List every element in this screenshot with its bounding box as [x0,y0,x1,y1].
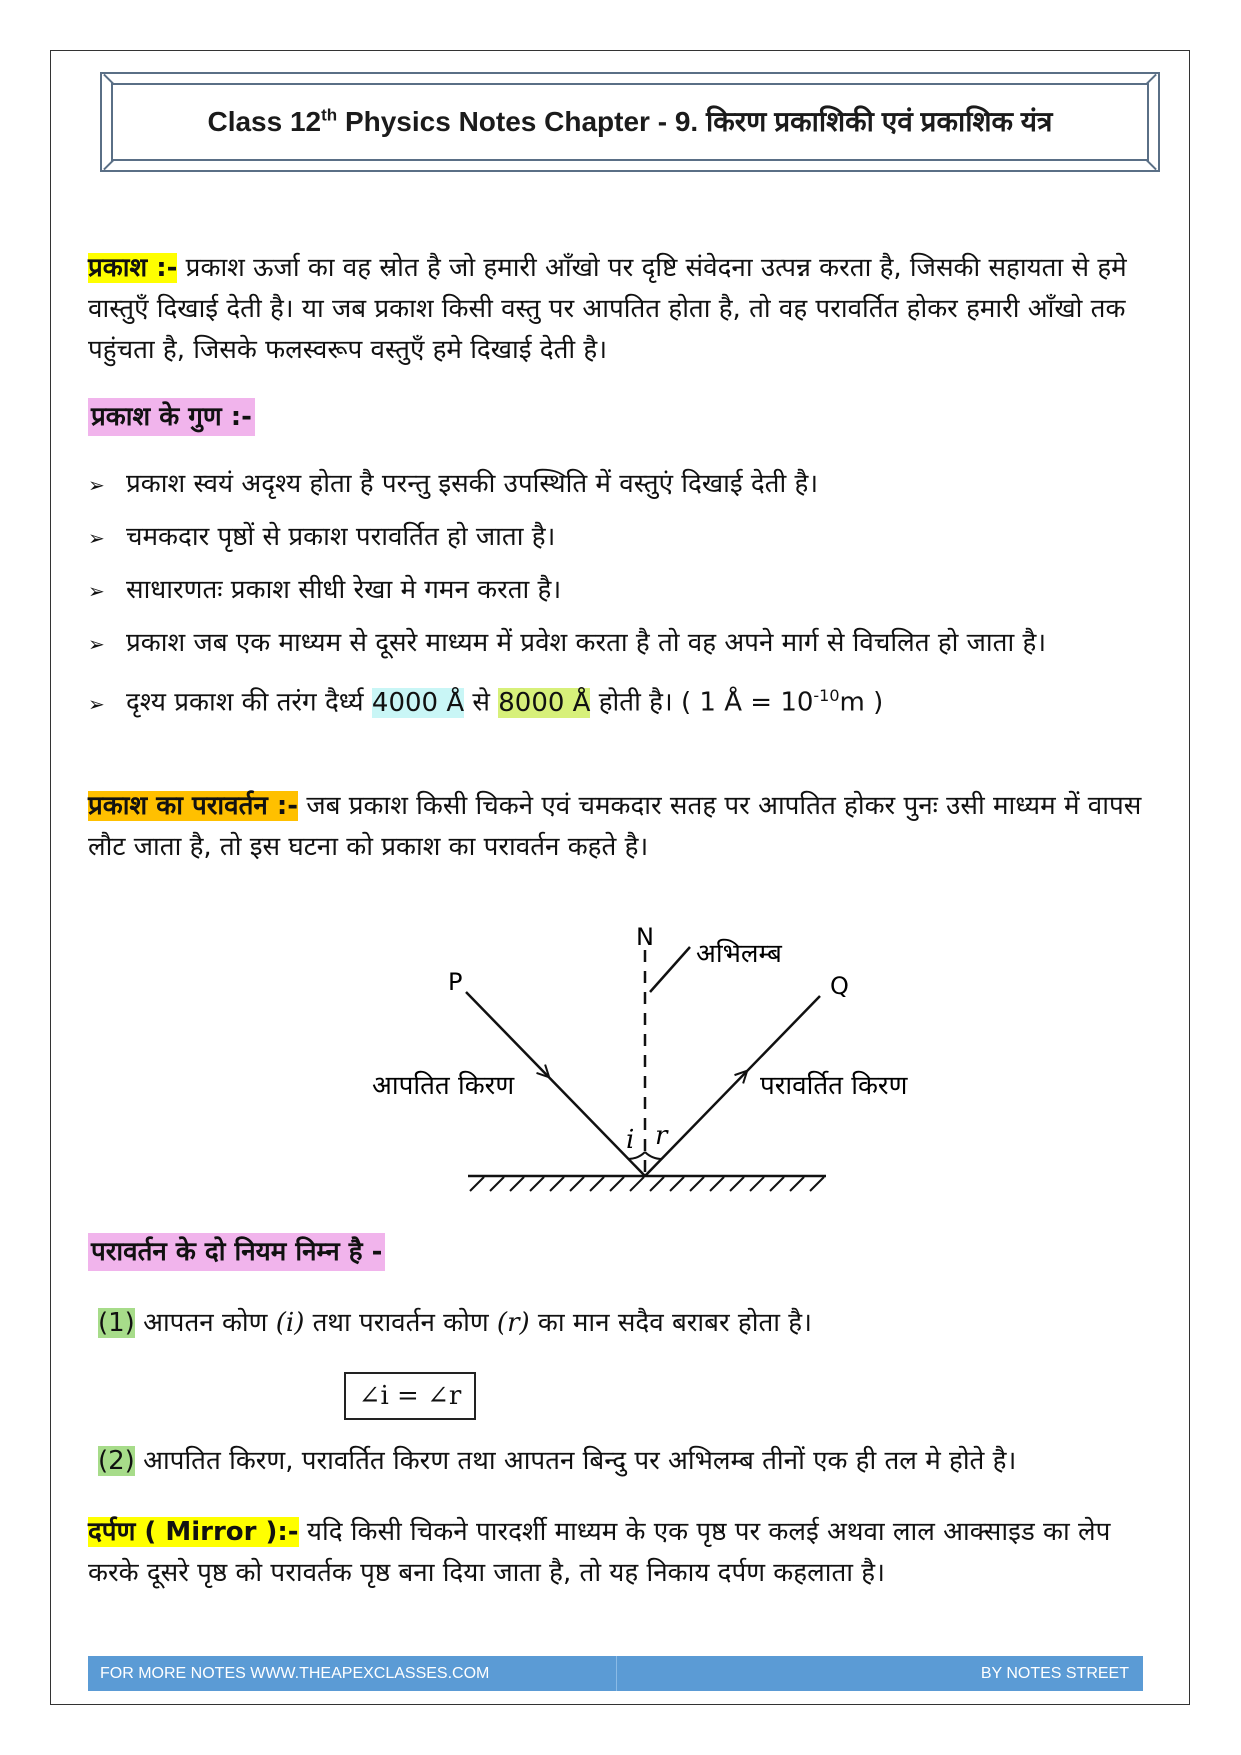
footer-bar [88,1656,1143,1691]
label-angle-r: r [655,1121,668,1151]
law-2: (2) आपतित किरण, परावर्तित किरण तथा आपतन बिन्दु पर अभिलम्ब तीनों एक ही तल मे होते है। [98,1446,1017,1476]
label-q: Q [830,972,849,1000]
law-1: (1) आपतन कोण (i) तथा परावर्तन कोण (r) का मान सदैव बराबर होता है। [98,1308,812,1338]
properties-heading: प्रकाश के गुण :- [88,398,255,436]
label-angle-i: i [626,1125,635,1155]
label-p: P [448,968,463,996]
label-incident-ray: आपतित किरण [372,1071,515,1101]
list-item: ➢ साधारणतः प्रकाश सीधी रेखा मे गमन करता है। [88,572,1168,609]
footer-website: FOR MORE NOTES WWW.THEAPEXCLASSES.COM [100,1665,490,1682]
list-item: ➢ दृश्य प्रकाश की तरंग दैर्ध्य 4000 Å से 8000 Å होती है। ( 1 Å = $10^{-10}m$ ) [88,678,1168,722]
page-title: Class 12th Physics Notes Chapter - 9. किरण प्रकाशिकी एवं प्रकाशिक यंत्र [207,105,1053,137]
list-item: ➢ प्रकाश स्वयं अदृश्य होता है परन्तु इसकी उपस्थिति में वस्तुएं दिखाई देती है। [88,466,1168,503]
bullet-arrow-icon: ➢ [88,526,105,550]
mirror-paragraph: दर्पण ( Mirror ):- यदि किसी चिकने पारदर्शी माध्यम के एक पृष्ठ पर कलई अथवा लाल आक्साइड का लेप करके दूसरे पृष्ठ को परावर्तक पृष्ठ बना दिया जाता है, तो यह निकाय दर्पण कहलाता है। [88,1517,1111,1588]
label-n: N [636,923,654,951]
law-1-number: (1) [98,1308,135,1338]
footer-credit: BY NOTES STREET [980,1665,1129,1682]
laws-heading: परावर्तन के दो नियम निम्न है - [88,1233,385,1271]
list-item: ➢ चमकदार पृष्ठों से प्रकाश परावर्तित हो जाता है। [88,519,1168,556]
reflection-paragraph: प्रकाश का परावर्तन :- जब प्रकाश किसी चिकने एवं चमकदार सतह पर आपतित होकर पुनः उसी माध्यम में वापस लौट जाता है, तो इस घटना को प्रकाश का परावर्तन कहते है। [88,791,1142,862]
reflection-label: प्रकाश का परावर्तन :- [88,791,299,821]
bullet-arrow-icon: ➢ [88,473,105,497]
formula-box: ∠i = ∠r [344,1372,476,1420]
prakash-paragraph: प्रकाश :- प्रकाश ऊर्जा का वह स्रोत है जो हमारी आँखो पर दृष्टि संवेदना उत्पन्न करता है, जिसकी सहायता से हमे वास्तुएँ दिखाई देती है। या जब प्रकाश किसी वस्तु पर आपतित होता है, तो वह परावर्तित होकर हमारी आँखो तक पहुंचता है, जिसके फलस्वरूप वस्तुएँ हमे दिखाई देती है। [88,253,1127,365]
mirror-label: दर्पण ( Mirror ):- [88,1517,299,1547]
mirror-hatching [470,1177,824,1191]
label-normal: अभिलम्ब [696,939,782,969]
wavelength-max: 8000 Å [498,687,591,718]
label-reflected-ray: परावर्तित किरण [760,1071,908,1101]
list-item: ➢ प्रकाश जब एक माध्यम से दूसरे माध्यम में प्रवेश करता है तो वह अपने मार्ग से विचलित हो जाता है। [88,625,1168,662]
wavelength-min: 4000 Å [371,687,465,718]
bullet-arrow-icon: ➢ [88,691,105,716]
law-2-number: (2) [98,1446,135,1476]
bullet-arrow-icon: ➢ [88,579,105,603]
normal-pointer [650,947,690,992]
bullet-arrow-icon: ➢ [88,632,105,656]
prakash-label: प्रकाश :- [88,253,178,283]
